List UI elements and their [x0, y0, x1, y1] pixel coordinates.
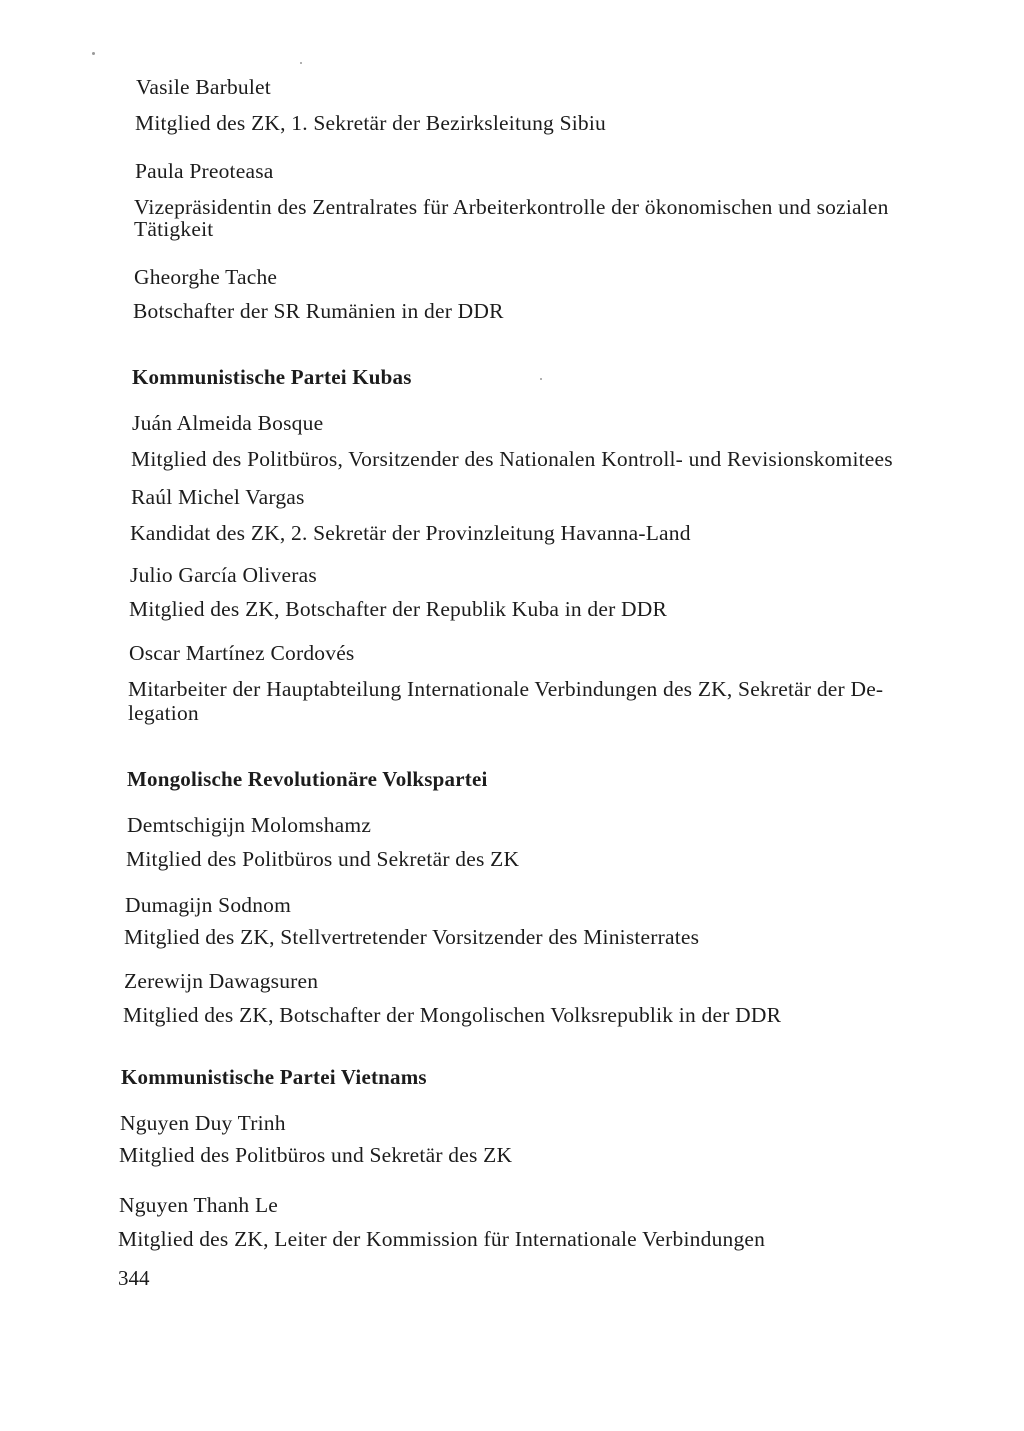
- entry-name: Gheorghe Tache: [134, 265, 278, 289]
- entry-role: Kandidat des ZK, 2. Sekretär der Provinzleitung Havanna-Land: [130, 521, 691, 545]
- entry-role: Mitglied des Politbüros, Vorsitzender des Nationalen Kontroll- und Revisionskomitees: [131, 447, 893, 471]
- entry-name: Juán Almeida Bosque: [132, 411, 324, 435]
- entry-role: Mitglied des ZK, Stellvertretender Vorsitzender des Ministerrates: [124, 925, 700, 949]
- entry-name: Demtschigijn Molomshamz: [127, 813, 372, 837]
- entry-name: Nguyen Duy Trinh: [120, 1111, 286, 1135]
- entry-role: Mitglied des Politbüros und Sekretär des ZK: [126, 847, 520, 871]
- entry-name: Nguyen Thanh Le: [119, 1193, 279, 1217]
- entry-name: Paula Preoteasa: [135, 159, 274, 183]
- entry-name: Julio García Oliveras: [130, 563, 317, 587]
- entry-role: Vizepräsidentin des Zentralrates für Arbeiterkontrolle der ökonomischen und sozialen: [134, 195, 889, 219]
- section-heading: Mongolische Revolutionäre Volkspartei: [127, 767, 488, 791]
- scan-speck: [92, 52, 95, 55]
- entry-role: Mitglied des Politbüros und Sekretär des ZK: [119, 1143, 513, 1167]
- scan-speck: [540, 378, 542, 380]
- section-heading: Kommunistische Partei Vietnams: [121, 1065, 427, 1089]
- entry-role: Botschafter der SR Rumänien in der DDR: [133, 299, 504, 323]
- entry-name: Vasile Barbulet: [136, 75, 271, 99]
- entry-role: Mitglied des ZK, Botschafter der Republik Kuba in der DDR: [129, 597, 668, 621]
- entry-role: Tätigkeit: [134, 217, 214, 241]
- entry-role: Mitglied des ZK, Botschafter der Mongolischen Volksrepublik in der DDR: [123, 1003, 782, 1027]
- entry-name: Dumagijn Sodnom: [125, 893, 292, 917]
- entry-role: Mitglied des ZK, Leiter der Kommission für Internationale Verbindungen: [118, 1227, 766, 1251]
- scan-speck: [300, 62, 302, 64]
- section-heading: Kommunistische Partei Kubas: [132, 365, 412, 389]
- entry-name: Raúl Michel Vargas: [131, 485, 305, 509]
- entry-name: Oscar Martínez Cordovés: [129, 641, 355, 665]
- page-number: 344: [118, 1266, 150, 1290]
- entry-name: Zerewijn Dawagsuren: [124, 969, 319, 993]
- entry-role: Mitarbeiter der Hauptabteilung Internationale Verbindungen des ZK, Sekretär der De-: [128, 677, 884, 701]
- entry-role: legation: [128, 701, 199, 725]
- entry-role: Mitglied des ZK, 1. Sekretär der Bezirksleitung Sibiu: [135, 111, 606, 135]
